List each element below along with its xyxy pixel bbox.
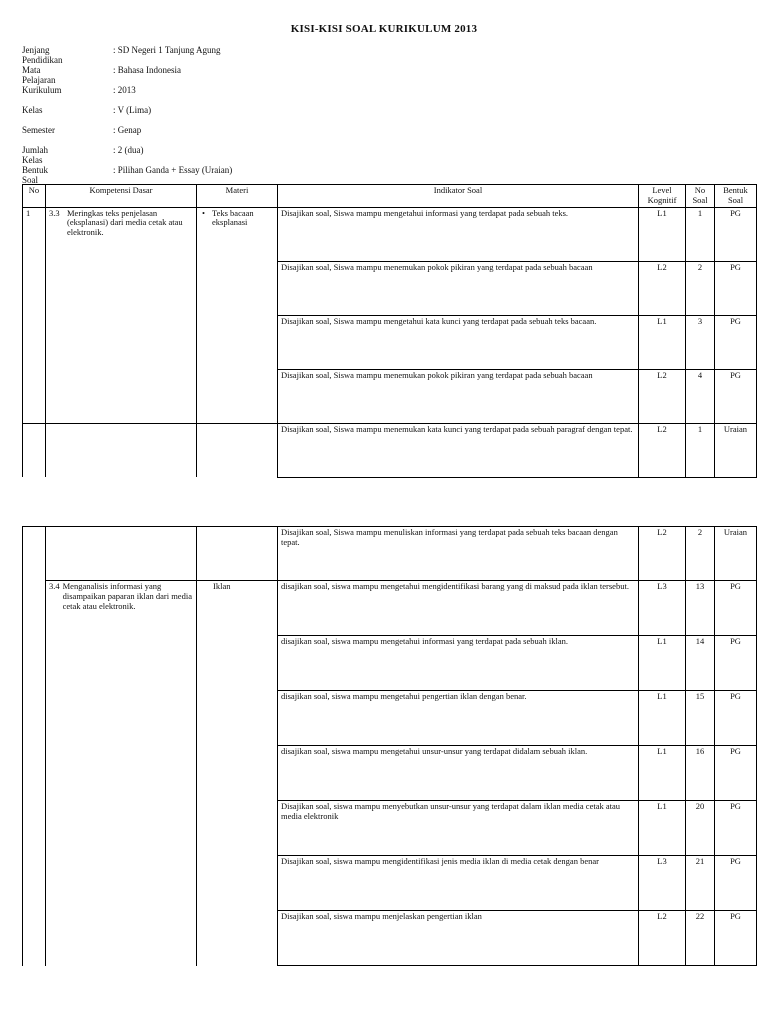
no-soal-cell: 20 [686,801,715,856]
no-soal-cell: 3 [686,315,715,369]
indikator-cell: Disajikan soal, siswa mampu menyebutkan unsur-unsur yang terdapat dalam iklan media cetak atau media elektronik [278,801,639,856]
level-cell: L1 [639,801,686,856]
meta-value: : SD Negeri 1 Tanjung Agung [113,45,221,55]
kompetensi-dasar-cell [46,207,197,423]
kd-number: 3.4 [49,581,60,591]
indikator-cell: disajikan soal, siswa mampu mengetahui mengidentifikasi barang yang di maksud pada iklan tersebut. [278,581,639,636]
bentuk-cell: PG [715,636,757,691]
indikator-cell: disajikan soal, siswa mampu mengetahui unsur-unsur yang terdapat didalam sebuah iklan. [278,746,639,801]
bentuk-cell: Uraian [715,527,757,581]
indikator-cell: disajikan soal, siswa mampu mengetahui informasi yang terdapat pada sebuah iklan. [278,636,639,691]
no-soal-cell: 1 [686,423,715,477]
kd-text: Meringkas teks penjelasan (eksplanasi) dari media cetak atau elektronik. [67,207,183,238]
meta-value: : 2013 [113,85,136,95]
bentuk-cell: PG [715,207,757,261]
kompetensi-dasar-cell [46,423,197,477]
indikator-cell: Disajikan soal, Siswa mampu mengetahui kata kunci yang terdapat pada sebuah teks bacaan. [278,315,639,369]
bentuk-cell: PG [715,315,757,369]
header-materi: Materi [197,185,278,208]
level-cell: L1 [639,315,686,369]
document-title: KISI-KISI SOAL KURIKULUM 2013 [290,23,478,35]
bentuk-cell: PG [715,746,757,801]
materi-cell: Iklan [197,581,278,966]
level-cell: L1 [639,746,686,801]
bentuk-cell: PG [715,369,757,423]
indikator-cell: Disajikan soal, Siswa mampu mengetahui informasi yang terdapat pada sebuah teks. [278,207,639,261]
level-cell: L2 [639,369,686,423]
bentuk-cell: Uraian [715,423,757,477]
row-number [23,527,46,966]
no-soal-cell: 2 [686,261,715,315]
no-soal-cell: 21 [686,856,715,911]
materi-cell [197,527,278,581]
header-no-soal: No Soal [686,185,715,208]
level-cell: L3 [639,581,686,636]
header-no: No [23,185,46,208]
level-cell: L2 [639,423,686,477]
meta-label: Bentuk Soal [22,165,48,185]
header-bentuk-soal: Bentuk Soal [715,185,757,208]
indikator-cell: Disajikan soal, Siswa mampu menemukan pokok pikiran yang terdapat pada sebuah bacaan [278,261,639,315]
materi-item: • Teks bacaan eksplanasi [200,209,274,229]
indikator-cell: Disajikan soal, Siswa mampu menemukan kata kunci yang terdapat pada sebuah paragraf dengan tepat. [278,423,639,477]
row-number: 1 [23,207,46,423]
indikator-cell: disajikan soal, siswa mampu mengetahui pengertian iklan dengan benar. [278,691,639,746]
level-cell: L2 [639,261,686,315]
indikator-cell: Disajikan soal, Siswa mampu menemukan pokok pikiran yang terdapat pada sebuah bacaan [278,369,639,423]
kompetensi-dasar-cell [46,527,197,581]
no-soal-cell: 1 [686,207,715,261]
no-soal-cell: 14 [686,636,715,691]
no-soal-cell: 4 [686,369,715,423]
materi-cell [197,423,278,477]
meta-value: : Pilihan Ganda + Essay (Uraian) [113,165,233,175]
level-cell: L2 [639,527,686,581]
table-row [23,423,757,477]
no-soal-cell: 13 [686,581,715,636]
table-row [23,527,757,581]
meta-value: : 2 (dua) [113,145,144,155]
materi-cell [197,207,278,423]
table-row [23,581,757,636]
bentuk-cell: PG [715,261,757,315]
bentuk-cell: PG [715,856,757,911]
meta-label: Mata Pelajaran [22,65,56,85]
indikator-cell: Disajikan soal, siswa mampu mengidentifikasi jenis media iklan di media cetak dengan benar [278,856,639,911]
no-soal-cell: 22 [686,911,715,966]
bentuk-cell: PG [715,911,757,966]
level-cell: L1 [639,691,686,746]
level-cell: L2 [639,911,686,966]
header-indikator-soal: Indikator Soal [278,185,639,208]
meta-label: Jumlah Kelas [22,145,48,165]
meta-label: Kurikulum [22,85,62,95]
meta-value: : V (Lima) [113,105,152,115]
bentuk-cell: PG [715,581,757,636]
kisi-kisi-table-1 [22,184,757,478]
row-number [23,423,46,477]
table-row [23,207,757,261]
header-level-kognitif: Level Kognitif [639,185,686,208]
meta-label: Kelas [22,105,43,115]
no-soal-cell: 2 [686,527,715,581]
no-soal-cell: 15 [686,691,715,746]
level-cell: L3 [639,856,686,911]
indikator-cell: Disajikan soal, siswa mampu menjelaskan pengertian iklan [278,911,639,966]
meta-label: Semester [22,125,55,135]
kisi-kisi-table-2 [22,526,757,966]
indikator-cell: Disajikan soal, Siswa mampu menuliskan informasi yang terdapat pada sebuah teks bacaan dengan tepat. [278,527,639,581]
meta-value: : Genap [113,125,142,135]
table-header-row [23,185,757,208]
meta-label: Jenjang Pendidikan [22,45,63,65]
level-cell: L1 [639,636,686,691]
bentuk-cell: PG [715,801,757,856]
level-cell: L1 [639,207,686,261]
bentuk-cell: PG [715,691,757,746]
header-kompetensi-dasar: Kompetensi Dasar [46,185,197,208]
kompetensi-dasar-cell [46,581,197,966]
meta-value: : Bahasa Indonesia [113,65,181,75]
no-soal-cell: 16 [686,746,715,801]
kd-number: 3.3 [49,207,60,218]
kd-text: Menganalisis informasi yang disampaikan paparan iklan dari media cetak atau elektronik. [62,581,192,611]
